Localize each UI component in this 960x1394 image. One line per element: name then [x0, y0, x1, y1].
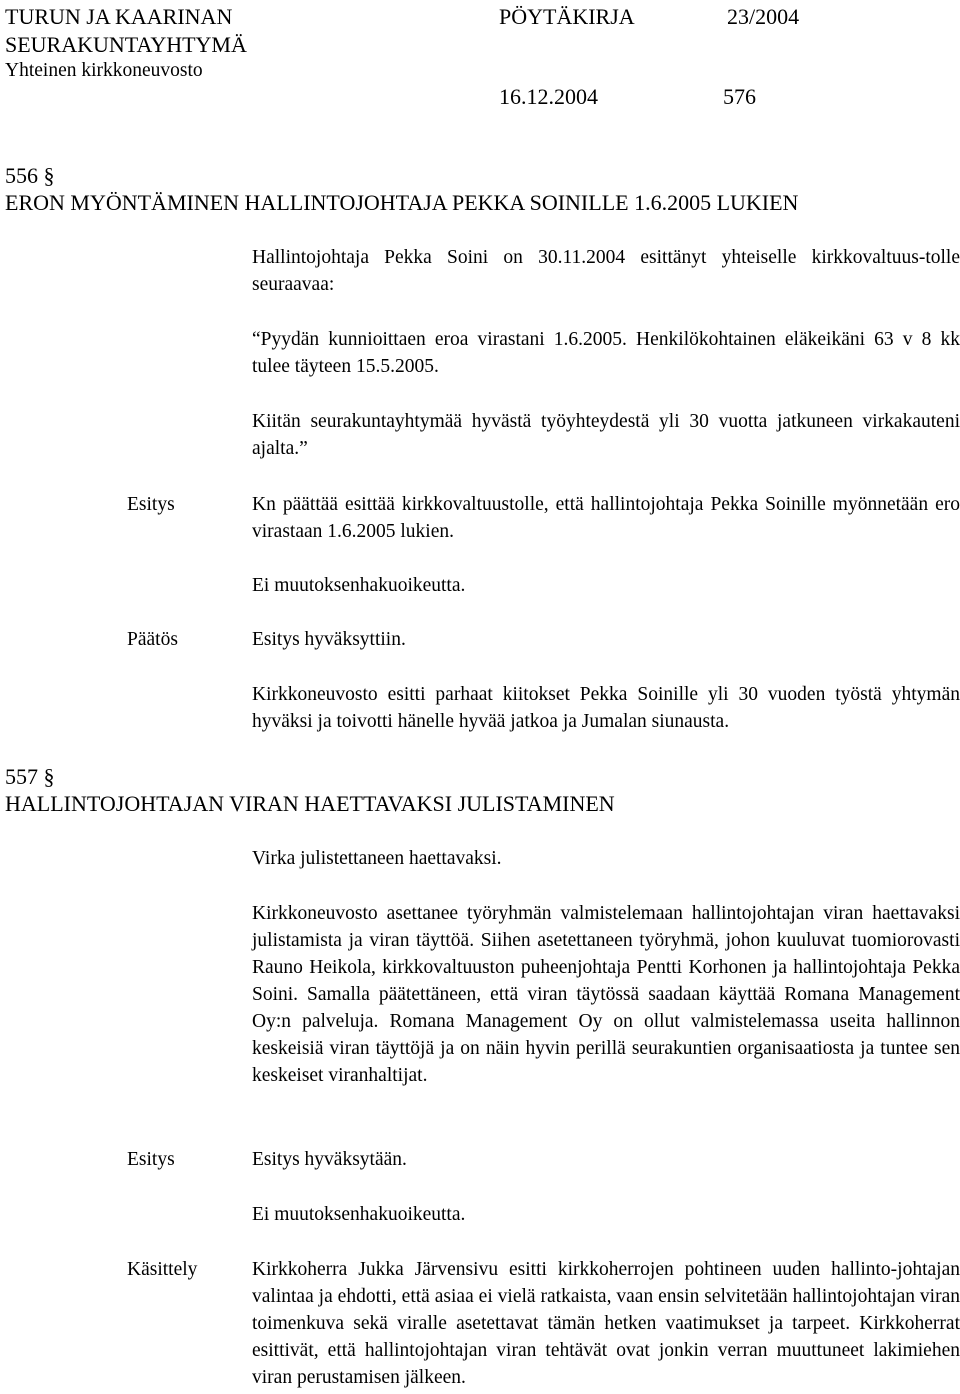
doc-type: PÖYTÄKIRJA: [499, 4, 635, 29]
section-symbol: §: [43, 764, 55, 789]
org-name-line2: SEURAKUNTAYHTYMÄ: [5, 32, 247, 57]
section-556-decision: Esitys hyväksyttiin.: [252, 629, 406, 650]
section-556-proposal: Kn päättää esittää kirkkovaltuustolle, että hallintojohtaja Pekka Soinille myönnetään ero virastaan 1.6.2005 lukien.: [252, 494, 960, 542]
section-557-body: Kirkkoneuvosto asettanee työryhmän valmistelemaan hallintojohtajan viran haettavaksi julistamista ja viran täyttöä. Siihen asetettaneen työryhmä, johon kuuluvat tuomiorovasti Rauno Heikola, kirkkovaltuuston puheenjohtaja Pentti Korhonen ja hallintojohtaja Pekka Soini. Samalla päätettäneen, että viran täytössä saadaan käyttää Romana Management Oy:n palveluja. Romana Management Oy on ollut valmistelemassa useita hallinnon keskeisiä viran täyttöjä ja on näin hyvin perillä seurakuntien organisaatiosta ja tuntee sen keskeiset viranhaltijat.: [252, 903, 960, 1086]
meeting-date: 16.12.2004: [499, 84, 598, 109]
body-name: Yhteinen kirkkoneuvosto: [5, 60, 203, 81]
section-symbol: §: [43, 163, 55, 188]
section-number-556: [5, 162, 55, 190]
section-number-text: 556: [5, 163, 38, 188]
section-556-quote-1: “Pyydän kunnioittaen eroa virastani 1.6.2005. Henkilökohtainen eläkeikäni 63 v 8 kk tulee täyteen 15.5.2005.: [252, 329, 960, 377]
section-number-557: [5, 763, 55, 791]
decision-label-556: Päätös: [127, 629, 178, 650]
page-number: 576: [723, 84, 756, 109]
section-557-proposal: Esitys hyväksytään.: [252, 1149, 407, 1170]
section-556-decision-note: Kirkkoneuvosto esitti parhaat kiitokset Pekka Soinille yli 30 vuoden työstä yhtymän hyväksi ja toivotti hänelle hyvää jatkoa ja Jumalan siunausta.: [252, 684, 960, 732]
section-557-handling: Kirkkoherra Jukka Järvensivu esitti kirkkoherrojen pohtineen uuden hallinto-johtajan valintaa ja ehdotti, että asiaa ei vielä ratkaista, vaan ensin selvitetään hallintojohtajan viran toimenkuva sekä viralle asetettavat tämän hetken vaatimukset ja tarpeet. Kirkkoherrat esittivät, että hallintojohtajan viran tehtävät ovat jonkin verran muuttuneet lakimiehen viran perustamisen jälkeen.: [252, 1259, 960, 1388]
org-name-line1: TURUN JA KAARINAN: [5, 4, 233, 29]
section-title-557: HALLINTOJOHTAJAN VIRAN HAETTAVAKSI JULISTAMINEN: [5, 791, 615, 816]
section-557-no-appeal: Ei muutoksenhakuoikeutta.: [252, 1204, 466, 1225]
proposal-label-557: Esitys: [127, 1149, 175, 1170]
section-557-intro: Virka julistettaneen haettavaksi.: [252, 848, 502, 869]
section-556-intro: Hallintojohtaja Pekka Soini on 30.11.2004 esittänyt yhteiselle kirkkovaltuus-tolle seuraavaa:: [252, 247, 960, 295]
section-title-556: ERON MYÖNTÄMINEN HALLINTOJOHTAJA PEKKA SOINILLE 1.6.2005 LUKIEN: [5, 190, 799, 215]
section-556-no-appeal: Ei muutoksenhakuoikeutta.: [252, 575, 466, 596]
section-556-quote-2: Kiitän seurakuntayhtymää hyvästä työyhteydestä yli 30 vuotta jatkuneen virkakauteni ajalta.”: [252, 411, 960, 459]
doc-number: 23/2004: [727, 4, 800, 29]
section-number-text: 557: [5, 764, 38, 789]
proposal-label-556: Esitys: [127, 494, 175, 515]
handling-label-557: Käsittely: [127, 1259, 198, 1280]
